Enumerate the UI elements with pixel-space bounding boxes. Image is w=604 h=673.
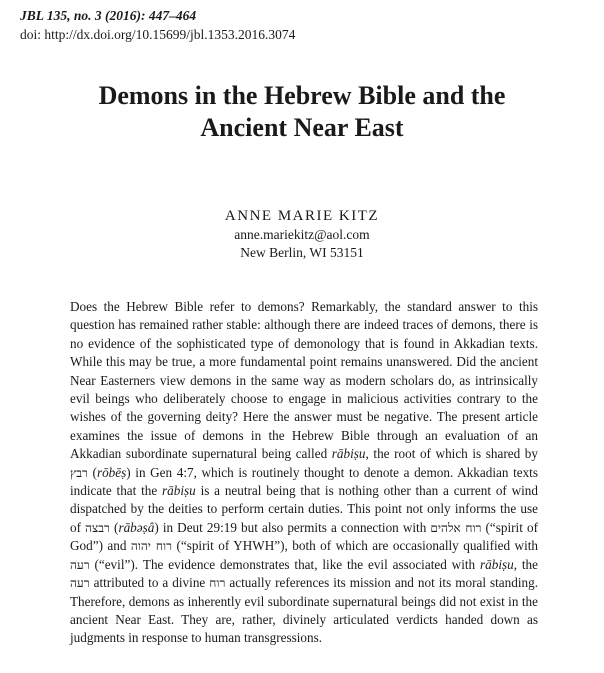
abstract-hebrew-word: רוח יהוה: [130, 539, 172, 554]
abstract-italic-term: rābiṣu: [331, 446, 366, 462]
abstract-text: ) in Gen 4:7, which is routinely thought to denote a demon. Akkadian texts indicate that the: [70, 464, 538, 499]
abstract-text: , the root of which is shared by: [365, 446, 538, 462]
journal-citation: JBL 135, no. 3 (2016): 447–464: [20, 8, 197, 23]
abstract-paragraph: [70, 298, 538, 648]
abstract-hebrew-word: רוח: [209, 576, 226, 591]
abstract-text: , the: [513, 556, 538, 572]
abstract-text: (“spirit of YHWH”), both of which are occasionally qualified with: [172, 538, 538, 554]
abstract-italic-term: rābiṣu: [480, 556, 514, 572]
abstract-text: (“evil”). The evidence demonstrates that, like the evil associated with: [89, 556, 480, 572]
title-line-2: Ancient Near East: [200, 113, 404, 142]
abstract-hebrew-word: רעה: [70, 576, 90, 591]
abstract-text: actually references its mission and not its moral standing. Therefore, demons as inherently evil subordinate supernatural beings did not exist in the ancient Near East. They are, rather, divinely articulated verdicts handed down as judgments in response to human transgressions.: [70, 575, 538, 646]
abstract-hebrew-word: רוח אלהים: [430, 520, 482, 535]
title-line-1: Demons in the Hebrew Bible and the: [98, 81, 506, 110]
abstract-italic-term: rōbēṣ: [96, 464, 127, 480]
abstract-text: attributed to a divine: [89, 575, 210, 591]
abstract-hebrew-word: רעה: [70, 557, 90, 572]
abstract-text: (: [87, 464, 97, 480]
abstract-italic-term: rābiṣu: [162, 483, 196, 499]
doi-link[interactable]: doi: http://dx.doi.org/10.15699/jbl.1353.2016.3074: [20, 27, 296, 42]
abstract-hebrew-word: רבץ: [70, 465, 88, 480]
abstract-text: ) in Deut 29:19 but also permits a connection with: [154, 519, 431, 535]
author-name: ANNE MARIE KITZ: [224, 208, 380, 224]
abstract-text: (“spirit of God”) and: [70, 519, 538, 554]
abstract-italic-term: rābəṣâ: [118, 519, 155, 535]
abstract-text: Does the Hebrew Bible refer to demons? Remarkably, the standard answer to this question has remained rather stable: although there are indeed traces of demons, there is no evidence of the sophisticated type of demonology that is found in Akkadian texts. While this may be true, a more fundamental point remains unanswered. Did the ancient Near Easterners view demons in the same way as modern scholars do, as intrinsically evil beings who deliberately choose to engage in malicious activities contrary to the wishes of the governing deity? Here the answer must be negative. The present article examines the issue of demons in the Hebrew Bible through an evaluation of an Akkadian subordinate supernatural being called: [70, 299, 538, 462]
abstract-hebrew-word: רבצה: [85, 520, 110, 535]
abstract-text: (: [109, 519, 119, 535]
author-location: New Berlin, WI 53151: [240, 245, 364, 260]
author-block: [0, 206, 604, 262]
author-email[interactable]: anne.mariekitz@aol.com: [234, 227, 370, 242]
article-title: [0, 80, 604, 144]
citation-header: [20, 6, 295, 44]
abstract-text: is a neutral being that is nothing other than a current of wind dispatched by the deities to perform certain duties. This point not only informs the use of: [70, 483, 538, 535]
